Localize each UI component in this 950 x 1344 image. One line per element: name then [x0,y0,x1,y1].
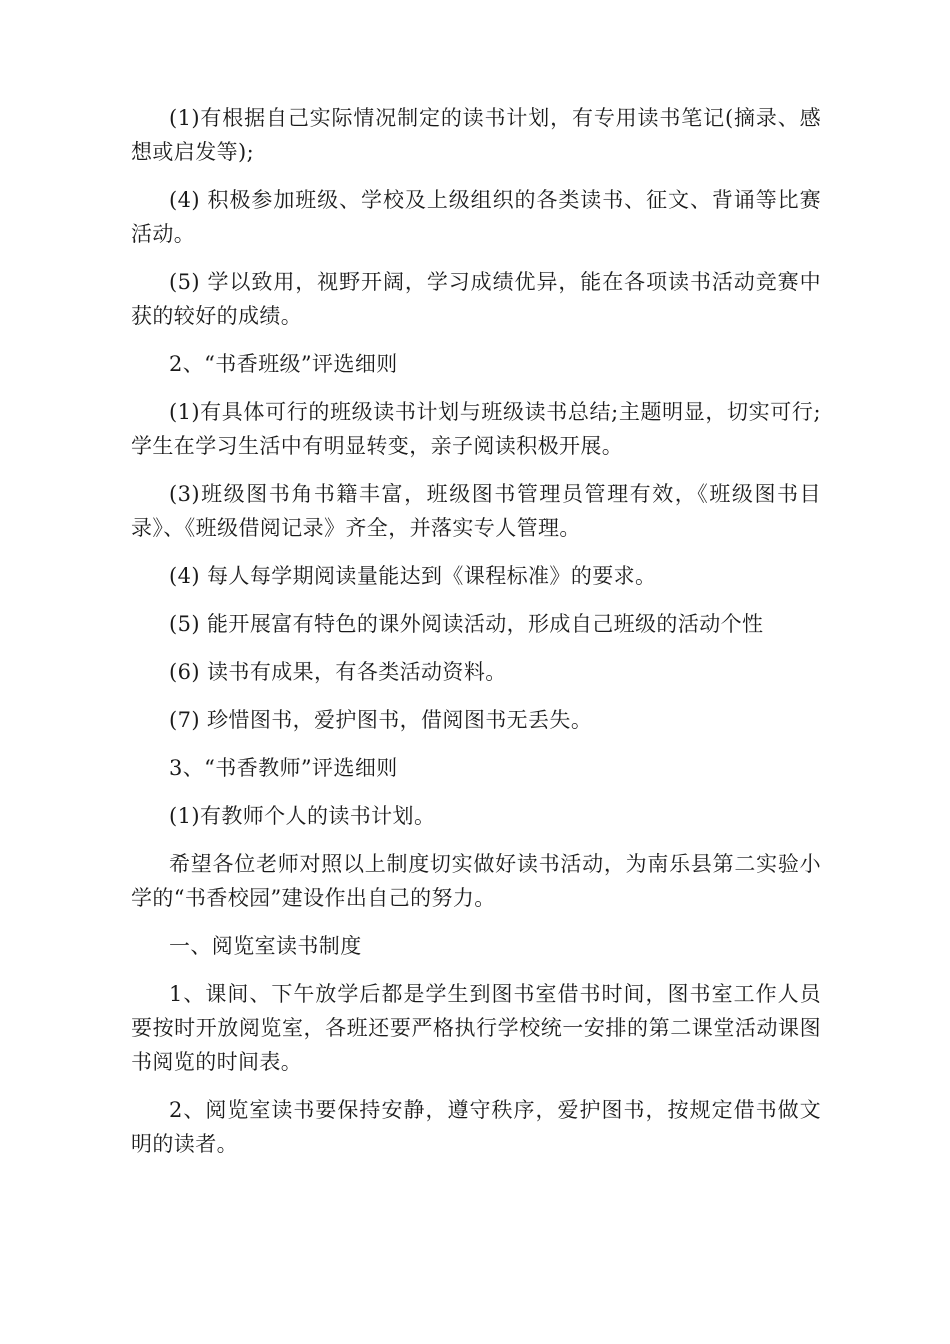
paragraph-class-plan: (1)有具体可行的班级读书计划与班级读书总结;主题明显，切实可行;学生在学习生活中有明显转变，亲子阅读积极开展。 [131,400,821,458]
paragraph-reading-amount: (4) 每人每学期阅读量能达到《课程标准》的要求。 [169,564,657,588]
section-heading-teacher-criteria: 3、“书香教师”评选细则 [169,756,398,780]
section-heading-reading-room: 一、阅览室读书制度 [169,934,362,958]
paragraph-reading-plan: (1)有根据自己实际情况制定的读书计划，有专用读书笔记(摘录、感想或启发等); [131,106,821,164]
paragraph-book-corner: (3)班级图书角书籍丰富，班级图书管理员管理有效，《班级图书目录》、《班级借阅记录》齐全，并落实专人管理。 [131,482,821,540]
document-body [131,101,821,1175]
section-heading-class-criteria: 2、“书香班级”评选细则 [169,352,398,376]
paragraph-reading-room-rules: 2、阅览室读书要保持安静，遵守秩序，爱护图书，按规定借书做文明的读者。 [131,1098,821,1156]
paragraph-activities: (5) 能开展富有特色的课外阅读活动，形成自己班级的活动个性 [169,612,764,636]
paragraph-book-care: (7) 珍惜图书，爱护图书，借阅图书无丢失。 [169,708,593,732]
paragraph-reading-room-hours: 1、课间、下午放学后都是学生到图书室借书时间，图书室工作人员要按时开放阅览室，各班还要严格执行学校统一安排的第二课堂活动课图书阅览的时间表。 [131,982,821,1074]
paragraph-teacher-plan: (1)有教师个人的读书计划。 [169,804,436,828]
paragraph-competitions: (4) 积极参加班级、学校及上级组织的各类读书、征文、背诵等比赛活动。 [131,188,821,246]
paragraph-closing-hope: 希望各位老师对照以上制度切实做好读书活动，为南乐县第二实验小学的“书香校园”建设作出自己的努力。 [131,852,821,910]
paragraph-results: (6) 读书有成果，有各类活动资料。 [169,660,507,684]
paragraph-achievement: (5) 学以致用，视野开阔，学习成绩优异，能在各项读书活动竞赛中获的较好的成绩。 [131,270,821,328]
